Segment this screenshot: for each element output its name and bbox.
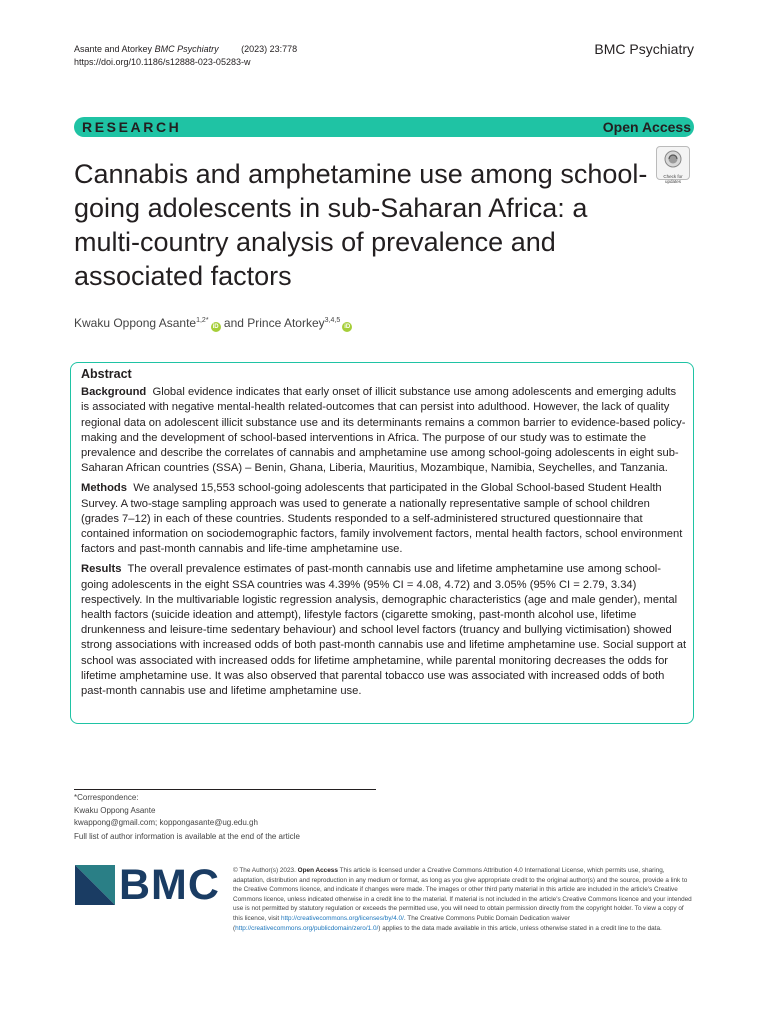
check-for-updates-icon bbox=[664, 150, 682, 168]
background-text: Global evidence indicates that early onset of illicit substance use among adolescents and emerging adults is associated with negative mental-health related-outcomes that can persist into adulthood. However, the lack of quality regional data on adolescent illicit substance use and its determinants remains a common barrier to evidence-based policy-making and the development of school-based interventions in Africa. The purpose of our study was to estimate the prevalence and describe the correlates of cannabis and amphetamine use among school-going adolescents in eight sub-Saharan African countries (SSA) – Benin, Ghana, Liberia, Mauritius, Mozambique, Namibia, Seychelles, and Tanzania. bbox=[81, 386, 686, 475]
citation-line bbox=[74, 43, 297, 56]
check-for-updates-badge[interactable] bbox=[656, 146, 690, 184]
citation-journal: BMC Psychiatry bbox=[154, 44, 219, 54]
check-for-updates-label: Check for updates bbox=[663, 174, 683, 184]
license-link-cc0[interactable]: http://creativecommons.org/publicdomain/zero/1.0/ bbox=[235, 924, 379, 932]
orcid-icon[interactable]: iD bbox=[344, 324, 351, 330]
abstract-results bbox=[81, 562, 687, 699]
results-text: The overall prevalence estimates of past-month cannabis use and lifetime amphetamine use among school-going adolescents in the eight SSA countries was 4.39% (95% CI = 4.08, 4.72) and 3.05% (95% CI = 2.79, 3.34) respectively. In the multivariable logistic regression analysis, demographic characteristics (age and male gender), mental health factors (suicide ideation and attempt), lifestyle factors (cigarette smoking, past-month alcohol use, lifetime drunkenness and leisure-time sedentary behaviour) and school level factors (truancy and bullying victimisation) showed strong associations with increased odds of both past-month cannabis use and lifetime amphetamine use. Social support at school was associated with increased odds for lifetime amphetamine, while parental monitoring decreases the odds for lifetime amphetamine use. It was also observed that parental tobacco use was associated with increased odds of both past-month cannabis use and lifetime amphetamine use. bbox=[81, 563, 687, 698]
license-text bbox=[233, 866, 695, 933]
author-name: Prince Atorkey bbox=[247, 316, 325, 330]
section-label: RESEARCH bbox=[82, 119, 182, 135]
abstract-content bbox=[81, 367, 687, 704]
license-body-1: This article is licensed under a Creative Commons Attribution 4.0 International License, which permits use, sharing, adaptation, distribution and reproduction in any medium or format, as long as you give appropriate credit to the original author(s) and the source, provide a link to the Creative Commons licence, and indicate if changes were made. The images or other third party material in this article are included in the article's Creative Commons licence, unless indicated otherwise in a credit line to the material. If material is not included in the article's Creative Commons licence and your intended use is not permitted by statutory regulation or exceeds the permitted use, you will need to obtain permission directly from the copyright holder. To view a copy of this licence, visit bbox=[233, 867, 692, 922]
citation-block bbox=[74, 43, 297, 69]
abstract-methods bbox=[81, 481, 687, 557]
license-prefix: © The Author(s) 2023. bbox=[233, 867, 298, 874]
orcid-icon[interactable]: iD bbox=[212, 324, 219, 330]
open-access-label: Open Access bbox=[602, 119, 691, 135]
footnote-divider bbox=[74, 789, 376, 790]
citation-year: (2023) 23:778 bbox=[241, 44, 298, 54]
article-title: Cannabis and amphetamine use among school-going adolescents in sub-Saharan Africa: a multi-country analysis of prevalence and associated factors bbox=[74, 159, 648, 291]
abstract-heading: Abstract bbox=[81, 367, 132, 381]
bmc-logo-icon bbox=[75, 865, 115, 905]
author-separator: and bbox=[220, 316, 248, 330]
bmc-logo-text: BMC bbox=[119, 861, 220, 909]
correspondence-block bbox=[74, 792, 258, 830]
abstract-background bbox=[81, 385, 687, 476]
correspondence-name: Kwaku Oppong Asante bbox=[74, 805, 156, 815]
methods-label: Methods bbox=[81, 482, 127, 495]
license-body-3: ) applies to the data made available in this article, unless otherwise stated in a credit line to the data. bbox=[378, 924, 662, 932]
author-name: Kwaku Oppong Asante bbox=[74, 316, 197, 330]
citation-authors: Asante and Atorkey bbox=[74, 44, 153, 54]
author-line bbox=[74, 316, 352, 332]
results-label: Results bbox=[81, 563, 122, 576]
methods-text: We analysed 15,553 school-going adolescents that participated in the Global School-based Student Health Survey. A two-stage sampling approach was used to generate a nationally representative sample of school children (grades 7–12) in each of these countries. Students responded to a self-administered structured questionnaire that contained information on sociodemographic factors, family involvement factors, mental health factors, school environment factors and past-month cannabis and life-time amphetamine use. bbox=[81, 482, 683, 556]
background-label: Background bbox=[81, 386, 147, 399]
license-link-cc-by[interactable]: http://creativecommons.org/licenses/by/4.0/ bbox=[280, 914, 404, 922]
license-open-access: Open Access bbox=[297, 867, 338, 874]
author-affiliation: 3,4,5 bbox=[324, 317, 341, 324]
correspondence-label: *Correspondence: bbox=[74, 793, 139, 802]
author-info-note: Full list of author information is available at the end of the article bbox=[74, 832, 300, 841]
license-body-2: . The Creative Commons Public Domain Dedication waiver ( bbox=[233, 914, 570, 932]
doi-link[interactable]: https://doi.org/10.1186/s12888-023-05283-w bbox=[74, 57, 251, 67]
correspondence-emails[interactable]: kwappong@gmail.com; koppongasante@ug.edu.gh bbox=[74, 818, 258, 827]
journal-name: BMC Psychiatry bbox=[594, 41, 694, 57]
author-affiliation: 1,2* bbox=[196, 317, 209, 324]
